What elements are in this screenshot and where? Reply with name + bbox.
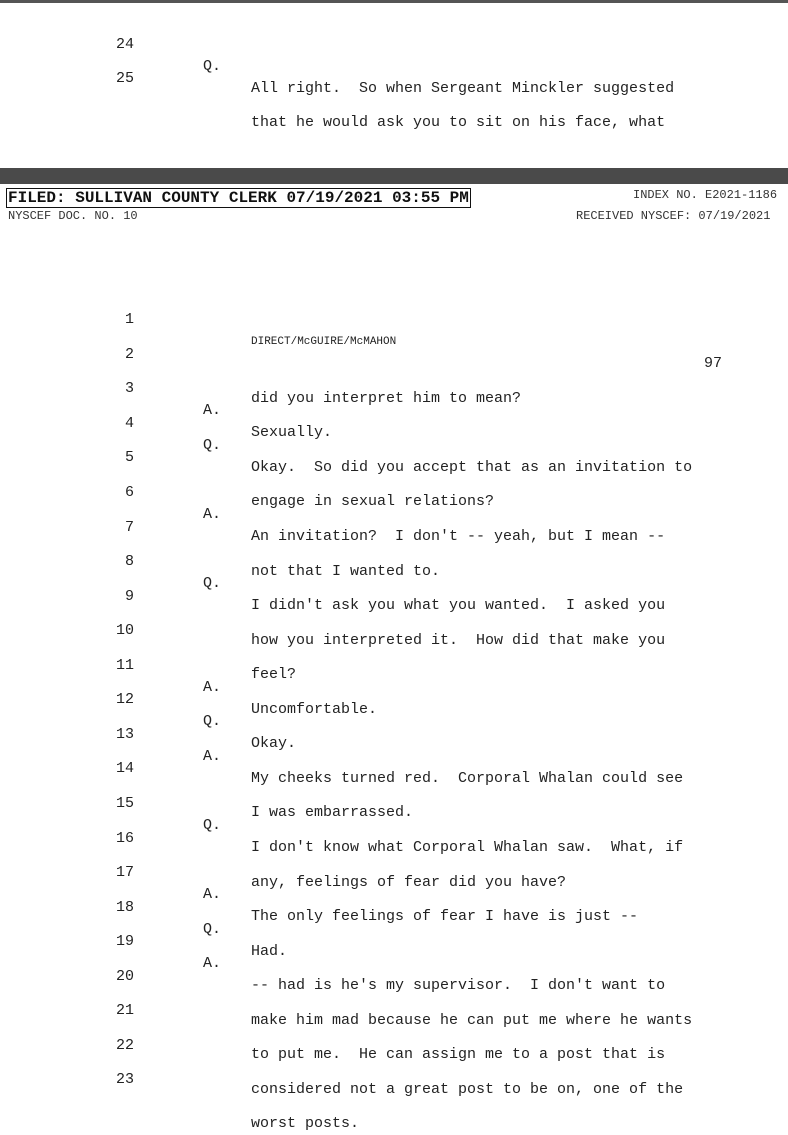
line-number: 9 — [124, 588, 134, 605]
line-text: I didn't ask you what you wanted. I asked you — [251, 597, 666, 614]
line-number: 21 — [115, 1002, 134, 1019]
line-number: 3 — [124, 380, 134, 397]
line-number: 20 — [115, 968, 134, 985]
speaker-label: A. — [203, 679, 222, 696]
line-text: Uncomfortable. — [251, 701, 378, 718]
line-text: any, feelings of fear did you have? — [251, 874, 567, 891]
line-text: that he would ask you to sit on his face, what — [251, 114, 666, 131]
line-number: 2 — [124, 346, 134, 363]
line-number: 25 — [115, 70, 134, 87]
line-text: I was embarrassed. — [251, 804, 414, 821]
line-text: Okay. — [251, 735, 297, 752]
speaker-label: Q. — [203, 437, 222, 454]
line-text: engage in sexual relations? — [251, 493, 495, 510]
line-text: My cheeks turned red. Corporal Whalan could see — [251, 770, 684, 787]
speaker-label: A. — [203, 955, 222, 972]
speaker-label: Q. — [203, 575, 222, 592]
line-number: 7 — [124, 519, 134, 536]
speaker-label: A. — [203, 402, 222, 419]
line-text: Had. — [251, 943, 288, 960]
page-top-edge — [0, 0, 788, 3]
index-number: INDEX NO. E2021-1186 — [633, 188, 778, 202]
line-text: considered not a great post to be on, one of the — [251, 1081, 684, 1098]
speaker-label: Q. — [203, 817, 222, 834]
line-number: 23 — [115, 1071, 134, 1088]
line-text: how you interpreted it. How did that make you — [251, 632, 666, 649]
line-number: 8 — [124, 553, 134, 570]
line-number: 16 — [115, 830, 134, 847]
line-text: Okay. So did you accept that as an invitation to — [251, 459, 693, 476]
line-number: 6 — [124, 484, 134, 501]
line-number: 12 — [115, 691, 134, 708]
line-number: 1 — [124, 311, 134, 328]
line-text: -- had is he's my supervisor. I don't want to — [251, 977, 666, 994]
line-text: Sexually. — [251, 424, 333, 441]
line-number: 11 — [115, 657, 134, 674]
line-number: 17 — [115, 864, 134, 881]
line-text: I don't know what Corporal Whalan saw. What, if — [251, 839, 684, 856]
line-number: 24 — [115, 36, 134, 53]
line-number: 19 — [115, 933, 134, 950]
speaker-label: Q. — [203, 921, 222, 938]
line-text: All right. So when Sergeant Minckler suggested — [251, 80, 675, 97]
line-text: did you interpret him to mean? — [251, 390, 522, 407]
line-number: 14 — [115, 760, 134, 777]
page-separator — [0, 168, 788, 184]
speaker-label: A. — [203, 886, 222, 903]
speaker-label: Q. — [203, 713, 222, 730]
received-date: RECEIVED NYSCEF: 07/19/2021 — [576, 209, 771, 223]
line-number: 13 — [115, 726, 134, 743]
line-text: worst posts. — [251, 1115, 360, 1132]
line-number: 5 — [124, 449, 134, 466]
line-number: 22 — [115, 1037, 134, 1054]
line-text: make him mad because he can put me where he wants — [251, 1012, 693, 1029]
speaker-label: A. — [203, 748, 222, 765]
line-number: 10 — [115, 622, 134, 639]
page-number: 97 — [704, 355, 723, 372]
speaker-label: Q. — [203, 58, 222, 75]
line-text: not that I wanted to. — [251, 563, 441, 580]
examination-heading: DIRECT/McGUIRE/McMAHON — [251, 336, 397, 348]
filed-stamp: FILED: SULLIVAN COUNTY CLERK 07/19/2021 03:55 PM — [8, 189, 469, 207]
line-text: feel? — [251, 666, 297, 683]
transcript-heading — [0, 287, 788, 372]
line-number: 15 — [115, 795, 134, 812]
line-text: An invitation? I don't -- yeah, but I mean -- — [251, 528, 666, 545]
line-text: The only feelings of fear I have is just -- — [251, 908, 639, 925]
line-number: 4 — [124, 415, 134, 432]
line-number: 18 — [115, 899, 134, 916]
speaker-label: A. — [203, 506, 222, 523]
nyscef-doc-number: NYSCEF DOC. NO. 10 — [8, 209, 138, 223]
line-text: to put me. He can assign me to a post that is — [251, 1046, 666, 1063]
